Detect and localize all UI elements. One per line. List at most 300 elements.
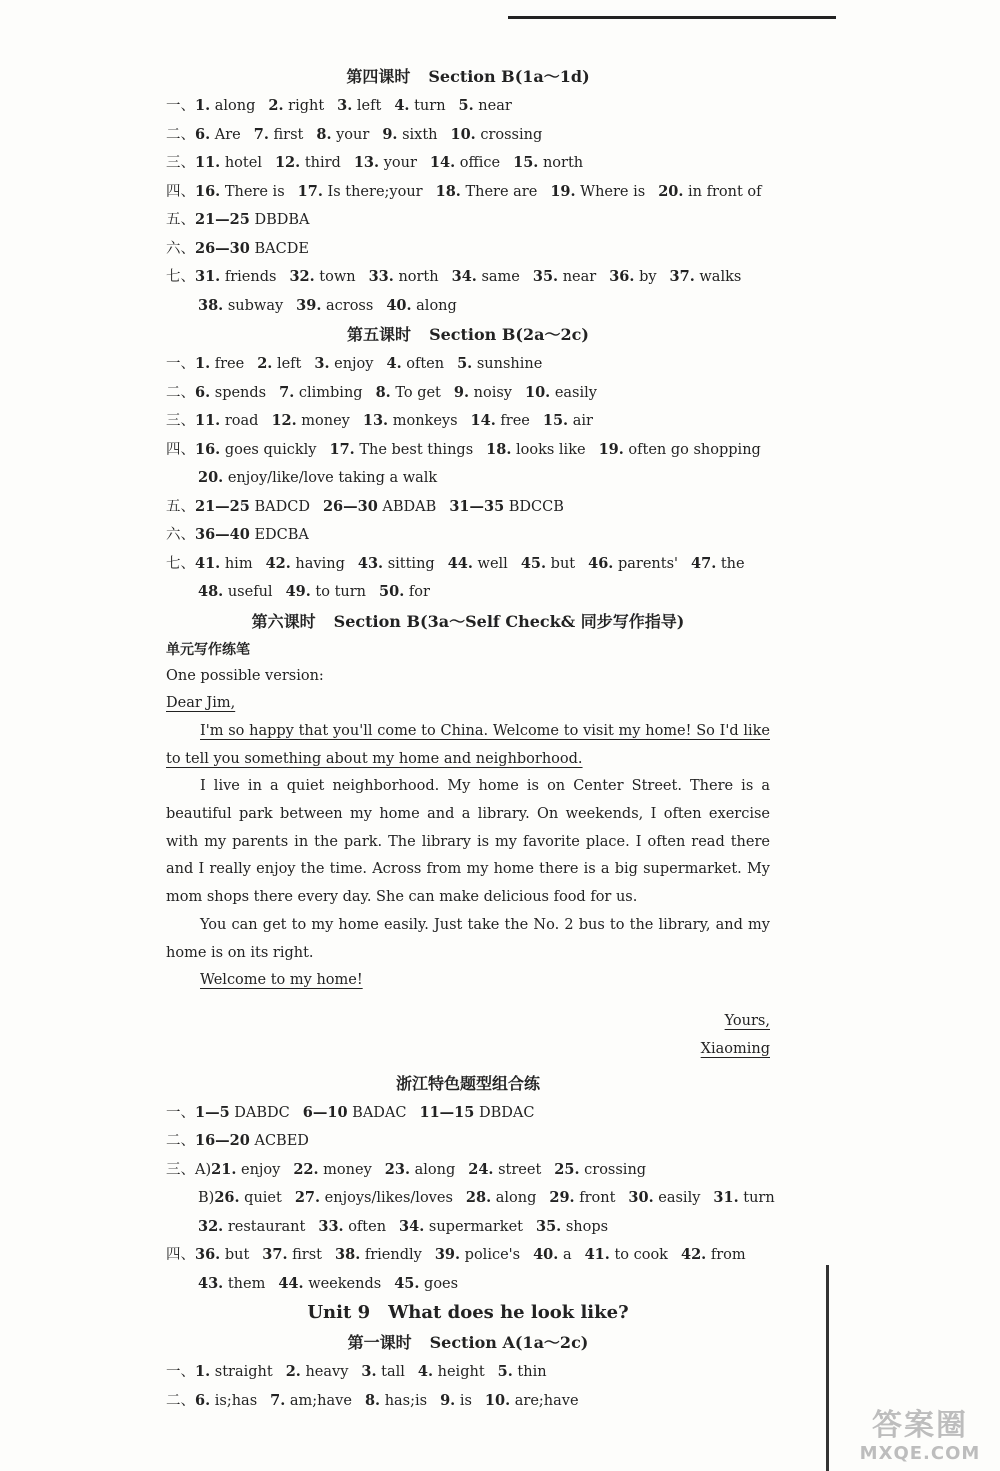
question-number: 46. — [588, 554, 614, 572]
answer-text: them — [227, 1275, 266, 1292]
question-number: 49. — [285, 583, 311, 600]
question-number: 10. — [524, 383, 551, 401]
answer-row — [166, 1270, 770, 1299]
answer-row — [166, 379, 770, 408]
answer-item — [268, 98, 324, 114]
question-number: 29. — [549, 1189, 575, 1207]
answer-text: The best things — [359, 441, 474, 458]
answer-text: quiet — [244, 1190, 282, 1207]
question-number: 16. — [195, 440, 221, 458]
answer-item — [211, 1162, 280, 1178]
answer-text: sitting — [387, 555, 435, 572]
section-title: Section A(1a～2c) — [429, 1333, 589, 1353]
answer-text: third — [304, 155, 341, 171]
question-number: 26—30 — [195, 239, 250, 257]
question-group-label: 二、 — [166, 384, 195, 401]
answer-item — [323, 499, 436, 515]
question-number: 9. — [453, 383, 470, 401]
answer-text: has;is — [384, 1392, 428, 1409]
question-group-label: B) — [198, 1190, 215, 1207]
answer-text: north — [542, 155, 584, 171]
question-number: 35. — [532, 268, 559, 285]
lesson-title: 第六课时 — [251, 611, 316, 631]
answer-item — [440, 1393, 472, 1409]
answer-item — [195, 155, 262, 171]
answer-text: crossing — [584, 1161, 647, 1178]
answer-row — [166, 407, 770, 436]
answer-text: easily — [658, 1190, 701, 1207]
question-number: 4. — [386, 355, 402, 372]
answer-item — [450, 127, 542, 143]
question-group-label: 五、 — [166, 212, 195, 228]
answer-item — [713, 1190, 774, 1206]
answer-item — [361, 1364, 405, 1380]
answer-item — [195, 1364, 273, 1380]
answer-text: along — [214, 98, 256, 114]
answer-item — [399, 1219, 523, 1235]
answer-text: height — [437, 1364, 485, 1381]
answer-item — [554, 1162, 646, 1178]
question-number: 8. — [375, 383, 391, 401]
question-number: 40. — [533, 1246, 559, 1264]
answer-item — [286, 584, 366, 600]
question-number: 41. — [584, 1246, 610, 1264]
answer-text: sunshine — [476, 356, 543, 372]
answer-item — [681, 1247, 746, 1263]
answer-item — [536, 1219, 608, 1235]
question-number: 5. — [457, 355, 473, 372]
answer-text: Where is — [580, 183, 646, 200]
answer-text: weekends — [308, 1275, 382, 1292]
question-number: 43. — [357, 554, 384, 572]
answer-row — [166, 350, 770, 379]
answer-item — [214, 1190, 282, 1206]
answer-text: There is — [224, 183, 285, 200]
question-group-label: 二、 — [166, 126, 195, 143]
question-number: 35. — [536, 1217, 562, 1235]
section-title: Section B(3a～Self Check& 同步写作指导) — [333, 611, 685, 631]
answer-item — [436, 184, 538, 200]
letter-signoff: Yours, — [724, 1012, 770, 1029]
answer-item — [525, 385, 597, 401]
question-group-label: 四、 — [166, 183, 195, 200]
question-group-label: 六、 — [166, 527, 195, 543]
answer-item — [270, 1393, 352, 1409]
question-number: 10. — [450, 125, 476, 143]
answer-text: town — [319, 269, 356, 285]
answer-row — [166, 578, 770, 607]
answer-text: are;have — [514, 1392, 579, 1409]
answer-text: first — [273, 126, 304, 143]
answer-content — [166, 62, 775, 1415]
answer-text: a — [562, 1247, 572, 1264]
question-number: 34. — [451, 268, 477, 285]
answer-item — [420, 1105, 535, 1121]
answer-text: office — [459, 155, 501, 171]
answer-item — [254, 127, 304, 143]
answer-item — [498, 1364, 547, 1380]
answer-text: looks like — [515, 441, 586, 458]
answer-item — [394, 98, 445, 114]
answer-text: easily — [554, 384, 597, 401]
answer-item — [588, 556, 678, 572]
question-number: 36. — [195, 1246, 221, 1264]
answer-row — [166, 464, 770, 493]
answer-item — [318, 1219, 386, 1235]
question-number: 28. — [465, 1189, 492, 1207]
question-number: 9. — [440, 1391, 456, 1409]
answer-item — [485, 1393, 579, 1409]
answer-text: money — [301, 413, 350, 429]
answer-text: climbing — [298, 384, 363, 401]
answer-item — [609, 269, 656, 285]
answer-item — [435, 1247, 520, 1263]
question-number: 32. — [289, 268, 315, 285]
answer-row — [166, 292, 770, 321]
top-rule — [508, 16, 836, 19]
section-lesson6 — [166, 609, 770, 1063]
question-number: 12. — [271, 412, 297, 429]
question-number: 13. — [353, 154, 380, 171]
answer-text: DBDBA — [254, 212, 310, 228]
answer-item — [195, 98, 255, 114]
question-number: 5. — [497, 1363, 513, 1381]
question-number: 20. — [198, 469, 224, 486]
answer-text: having — [295, 555, 345, 572]
question-number: 31—35 — [449, 497, 505, 515]
section-unit9 — [166, 1358, 770, 1415]
answer-item — [386, 356, 444, 372]
answer-text: ABDAB — [382, 498, 437, 515]
question-number: 11—15 — [419, 1103, 475, 1121]
answer-text: front — [579, 1190, 616, 1207]
question-number: 15. — [513, 154, 539, 171]
answer-item — [471, 413, 530, 429]
question-number: 33. — [368, 268, 394, 285]
answer-text: parents' — [617, 555, 679, 572]
answer-text: for — [408, 584, 430, 600]
question-number: 25. — [554, 1160, 580, 1178]
answer-text: BDCCB — [508, 498, 564, 515]
answer-text: spends — [214, 384, 267, 401]
answer-item — [430, 155, 500, 171]
answer-item — [394, 1276, 458, 1292]
answer-item — [195, 499, 310, 515]
question-number: 12. — [274, 154, 301, 171]
answer-text: friendly — [364, 1247, 422, 1264]
section-heading — [166, 609, 770, 635]
answer-item — [293, 1162, 371, 1178]
answer-text: left — [276, 356, 302, 372]
question-number: 34. — [399, 1217, 425, 1235]
answer-item — [298, 184, 423, 200]
answer-text: often — [406, 356, 445, 372]
answer-item — [628, 1190, 700, 1206]
answer-text: police's — [464, 1247, 521, 1264]
answer-item — [486, 442, 585, 458]
answer-item — [354, 155, 417, 171]
answer-item — [533, 269, 596, 285]
answer-item — [533, 1247, 572, 1263]
lesson-title: 第五课时 — [347, 325, 412, 344]
answer-text: street — [498, 1161, 542, 1178]
question-number: 31. — [713, 1189, 739, 1207]
answer-item — [316, 127, 369, 143]
section-title: Section B(1a～1d) — [428, 67, 590, 86]
answer-text: your — [336, 126, 370, 143]
answer-item — [195, 241, 309, 257]
answer-item — [198, 298, 283, 314]
answer-text: Is there;your — [327, 183, 423, 200]
answer-item — [550, 184, 645, 200]
answer-item — [198, 584, 273, 600]
question-number: 5. — [458, 97, 474, 114]
answer-text: thin — [517, 1364, 547, 1381]
letter-paragraph-2: I live in a quiet neighborhood. My home is on Center Street. There is a beautiful park between my home and a library. On weekends, I often exercise with my parents in the park. The library is my favorite place. I often read there and I really enjoy the time. Across from my home there is a big supermarket. My mom shops there every day. She can make delicious food for us. — [166, 778, 770, 906]
question-number: 6. — [195, 1391, 211, 1409]
letter-intro: One possible version: — [166, 667, 324, 684]
answer-item — [262, 1247, 322, 1263]
question-group-label: 四、 — [166, 1247, 195, 1264]
answer-text: often — [348, 1218, 387, 1235]
answer-text: is;has — [214, 1392, 258, 1409]
answer-text: along — [495, 1190, 537, 1207]
question-number: 6. — [195, 383, 211, 401]
question-number: 19. — [550, 182, 576, 200]
answer-text: sixth — [402, 126, 438, 143]
question-number: 21—25 — [195, 211, 250, 228]
answer-row — [166, 121, 770, 150]
answer-text: air — [572, 413, 593, 429]
answer-item — [454, 385, 512, 401]
answer-text: turn — [743, 1190, 775, 1207]
answer-item — [195, 527, 309, 543]
answer-item — [195, 356, 244, 372]
question-number: 19. — [598, 440, 624, 458]
question-number: 4. — [394, 97, 410, 114]
answer-text: free — [214, 356, 245, 372]
answer-text: goes quickly — [224, 441, 317, 458]
answer-text: to cook — [614, 1247, 668, 1264]
answer-row — [166, 1213, 770, 1242]
answer-text: first — [292, 1247, 323, 1264]
answer-text: from — [710, 1247, 746, 1264]
question-number: 45. — [520, 554, 547, 572]
section-zhejiang — [166, 1099, 775, 1299]
question-number: 17. — [329, 440, 355, 458]
writing-subtitle: 单元写作练笔 — [166, 641, 250, 658]
lesson-title: 第四课时 — [346, 67, 411, 86]
watermark-logo: 答案圈 — [872, 1408, 968, 1443]
question-number: 13. — [362, 412, 389, 429]
question-number: 18. — [486, 440, 512, 458]
question-number: 31. — [195, 268, 221, 285]
section-heading — [166, 322, 770, 348]
answer-text: left — [356, 98, 382, 114]
answer-item — [195, 385, 266, 401]
right-margin-rule — [826, 1265, 829, 1471]
answer-row — [166, 1184, 775, 1213]
answer-row — [166, 1358, 770, 1387]
answer-item — [386, 298, 456, 314]
question-number: 39. — [434, 1246, 461, 1264]
answer-text: subway — [227, 297, 284, 314]
answer-text: heavy — [305, 1364, 349, 1381]
answer-row — [166, 206, 770, 235]
answer-text: useful — [227, 584, 273, 600]
question-number: 41. — [195, 554, 221, 572]
answer-item — [195, 1105, 290, 1121]
answer-row — [166, 178, 770, 207]
question-group-label: 七、 — [166, 269, 195, 285]
answer-text: in front of — [688, 183, 762, 200]
section-lesson4 — [166, 64, 770, 320]
answer-text: BACDE — [254, 240, 309, 257]
question-number: 1. — [195, 97, 211, 114]
answer-row — [166, 521, 770, 550]
answer-item — [266, 556, 345, 572]
question-number: 26. — [214, 1189, 240, 1207]
question-number: 43. — [198, 1274, 224, 1292]
answer-text: BADAC — [352, 1104, 407, 1121]
answer-item — [358, 556, 435, 572]
question-number: 50. — [379, 583, 405, 600]
question-number: 30. — [628, 1189, 654, 1207]
letter-name: Xiaoming — [700, 1040, 770, 1057]
answer-item — [314, 356, 373, 372]
question-number: 7. — [253, 125, 269, 143]
answer-item — [466, 1190, 536, 1206]
answer-item — [543, 413, 593, 429]
question-number: 1. — [195, 355, 211, 372]
answer-text: friends — [224, 269, 277, 285]
answer-text: free — [500, 413, 530, 429]
answer-item — [296, 298, 373, 314]
question-group-label: 五、 — [166, 498, 195, 515]
question-number: 40. — [386, 296, 412, 314]
question-number: 15. — [542, 412, 569, 429]
question-number: 10. — [484, 1391, 511, 1409]
answer-item — [670, 269, 742, 285]
question-group-label: 二、 — [166, 1392, 195, 1409]
question-number: 38. — [198, 296, 224, 314]
question-number: 16. — [195, 182, 221, 200]
answer-text: enjoys/likes/loves — [324, 1190, 453, 1207]
answer-text: hotel — [224, 155, 262, 171]
answer-row — [166, 493, 770, 522]
answer-text: near — [562, 269, 597, 285]
question-number: 42. — [265, 554, 291, 572]
question-number: 4. — [417, 1363, 434, 1381]
answer-text: him — [224, 555, 253, 572]
answer-row — [166, 263, 770, 292]
question-group-label: 三、A) — [166, 1161, 212, 1178]
section-lesson5 — [166, 322, 770, 607]
question-number: 14. — [429, 154, 456, 171]
question-number: 26—30 — [322, 497, 378, 515]
question-number: 8. — [316, 125, 332, 143]
answer-text: near — [478, 98, 512, 114]
answer-text: but — [224, 1247, 250, 1264]
question-number: 2. — [285, 1363, 301, 1381]
question-group-label: 三、 — [166, 155, 195, 171]
answer-row — [166, 436, 770, 465]
letter-paragraph-1: I'm so happy that you'll come to China. Welcome to visit my home! So I'd like to tell you something about my home and neighborhood. — [166, 722, 770, 767]
answer-item — [448, 556, 508, 572]
question-number: 8. — [364, 1391, 381, 1409]
question-group-label: 二、 — [166, 1133, 195, 1150]
section-heading — [166, 64, 770, 90]
answer-item — [468, 1162, 541, 1178]
question-number: 3. — [361, 1363, 377, 1381]
unit9-lesson-heading — [166, 1330, 770, 1356]
answer-text: by — [639, 269, 657, 285]
answer-item — [379, 584, 430, 600]
question-number: 17. — [297, 182, 323, 200]
question-number: 44. — [278, 1274, 304, 1292]
watermark-site: MXQE.COM — [859, 1443, 981, 1464]
letter — [166, 663, 770, 1063]
answer-text: the — [720, 555, 745, 572]
answer-item — [337, 98, 381, 114]
answer-item — [195, 269, 276, 285]
answer-item — [198, 1276, 265, 1292]
answer-row — [166, 92, 770, 121]
answer-item — [382, 127, 437, 143]
answer-item — [303, 1105, 407, 1121]
answer-item — [198, 470, 437, 486]
question-number: 7. — [270, 1391, 286, 1409]
question-group-label: 一、 — [166, 98, 195, 114]
question-number: 37. — [669, 268, 695, 285]
answer-item — [195, 1247, 249, 1263]
question-number: 44. — [447, 554, 473, 572]
unit-title: Unit 9 What does he look like? — [307, 1302, 629, 1324]
answer-item — [278, 1276, 381, 1292]
answer-text: crossing — [480, 126, 543, 143]
answer-text: right — [288, 98, 325, 114]
question-number: 39. — [296, 296, 322, 314]
answer-text: along — [414, 1161, 456, 1178]
letter-paragraph-3: You can get to my home easily. Just take the No. 2 bus to the library, and my home is on its right. — [166, 916, 770, 961]
answer-row — [166, 1099, 770, 1128]
answer-row — [166, 235, 770, 264]
answer-item — [585, 1247, 668, 1263]
answer-item — [275, 155, 341, 171]
answer-text: DABDC — [234, 1104, 290, 1121]
question-number: 1—5 — [195, 1103, 230, 1121]
answer-item — [369, 269, 439, 285]
question-number: 38. — [335, 1246, 361, 1264]
question-group-label: 一、 — [166, 1364, 195, 1381]
question-group-label: 三、 — [166, 413, 195, 429]
question-number: 6—10 — [302, 1103, 348, 1121]
question-group-label: 一、 — [166, 1104, 195, 1121]
question-number: 32. — [198, 1217, 224, 1235]
answer-row — [166, 1156, 770, 1185]
question-number: 16—20 — [195, 1132, 250, 1150]
question-number: 6. — [195, 125, 211, 143]
answer-item — [295, 1190, 453, 1206]
question-group-label: 四、 — [166, 441, 195, 458]
answer-item — [521, 556, 575, 572]
answer-item — [195, 127, 241, 143]
answer-row — [166, 1127, 770, 1156]
question-number: 36—40 — [195, 526, 250, 543]
answer-item — [452, 269, 520, 285]
question-number: 18. — [435, 182, 461, 200]
answer-item — [385, 1162, 455, 1178]
